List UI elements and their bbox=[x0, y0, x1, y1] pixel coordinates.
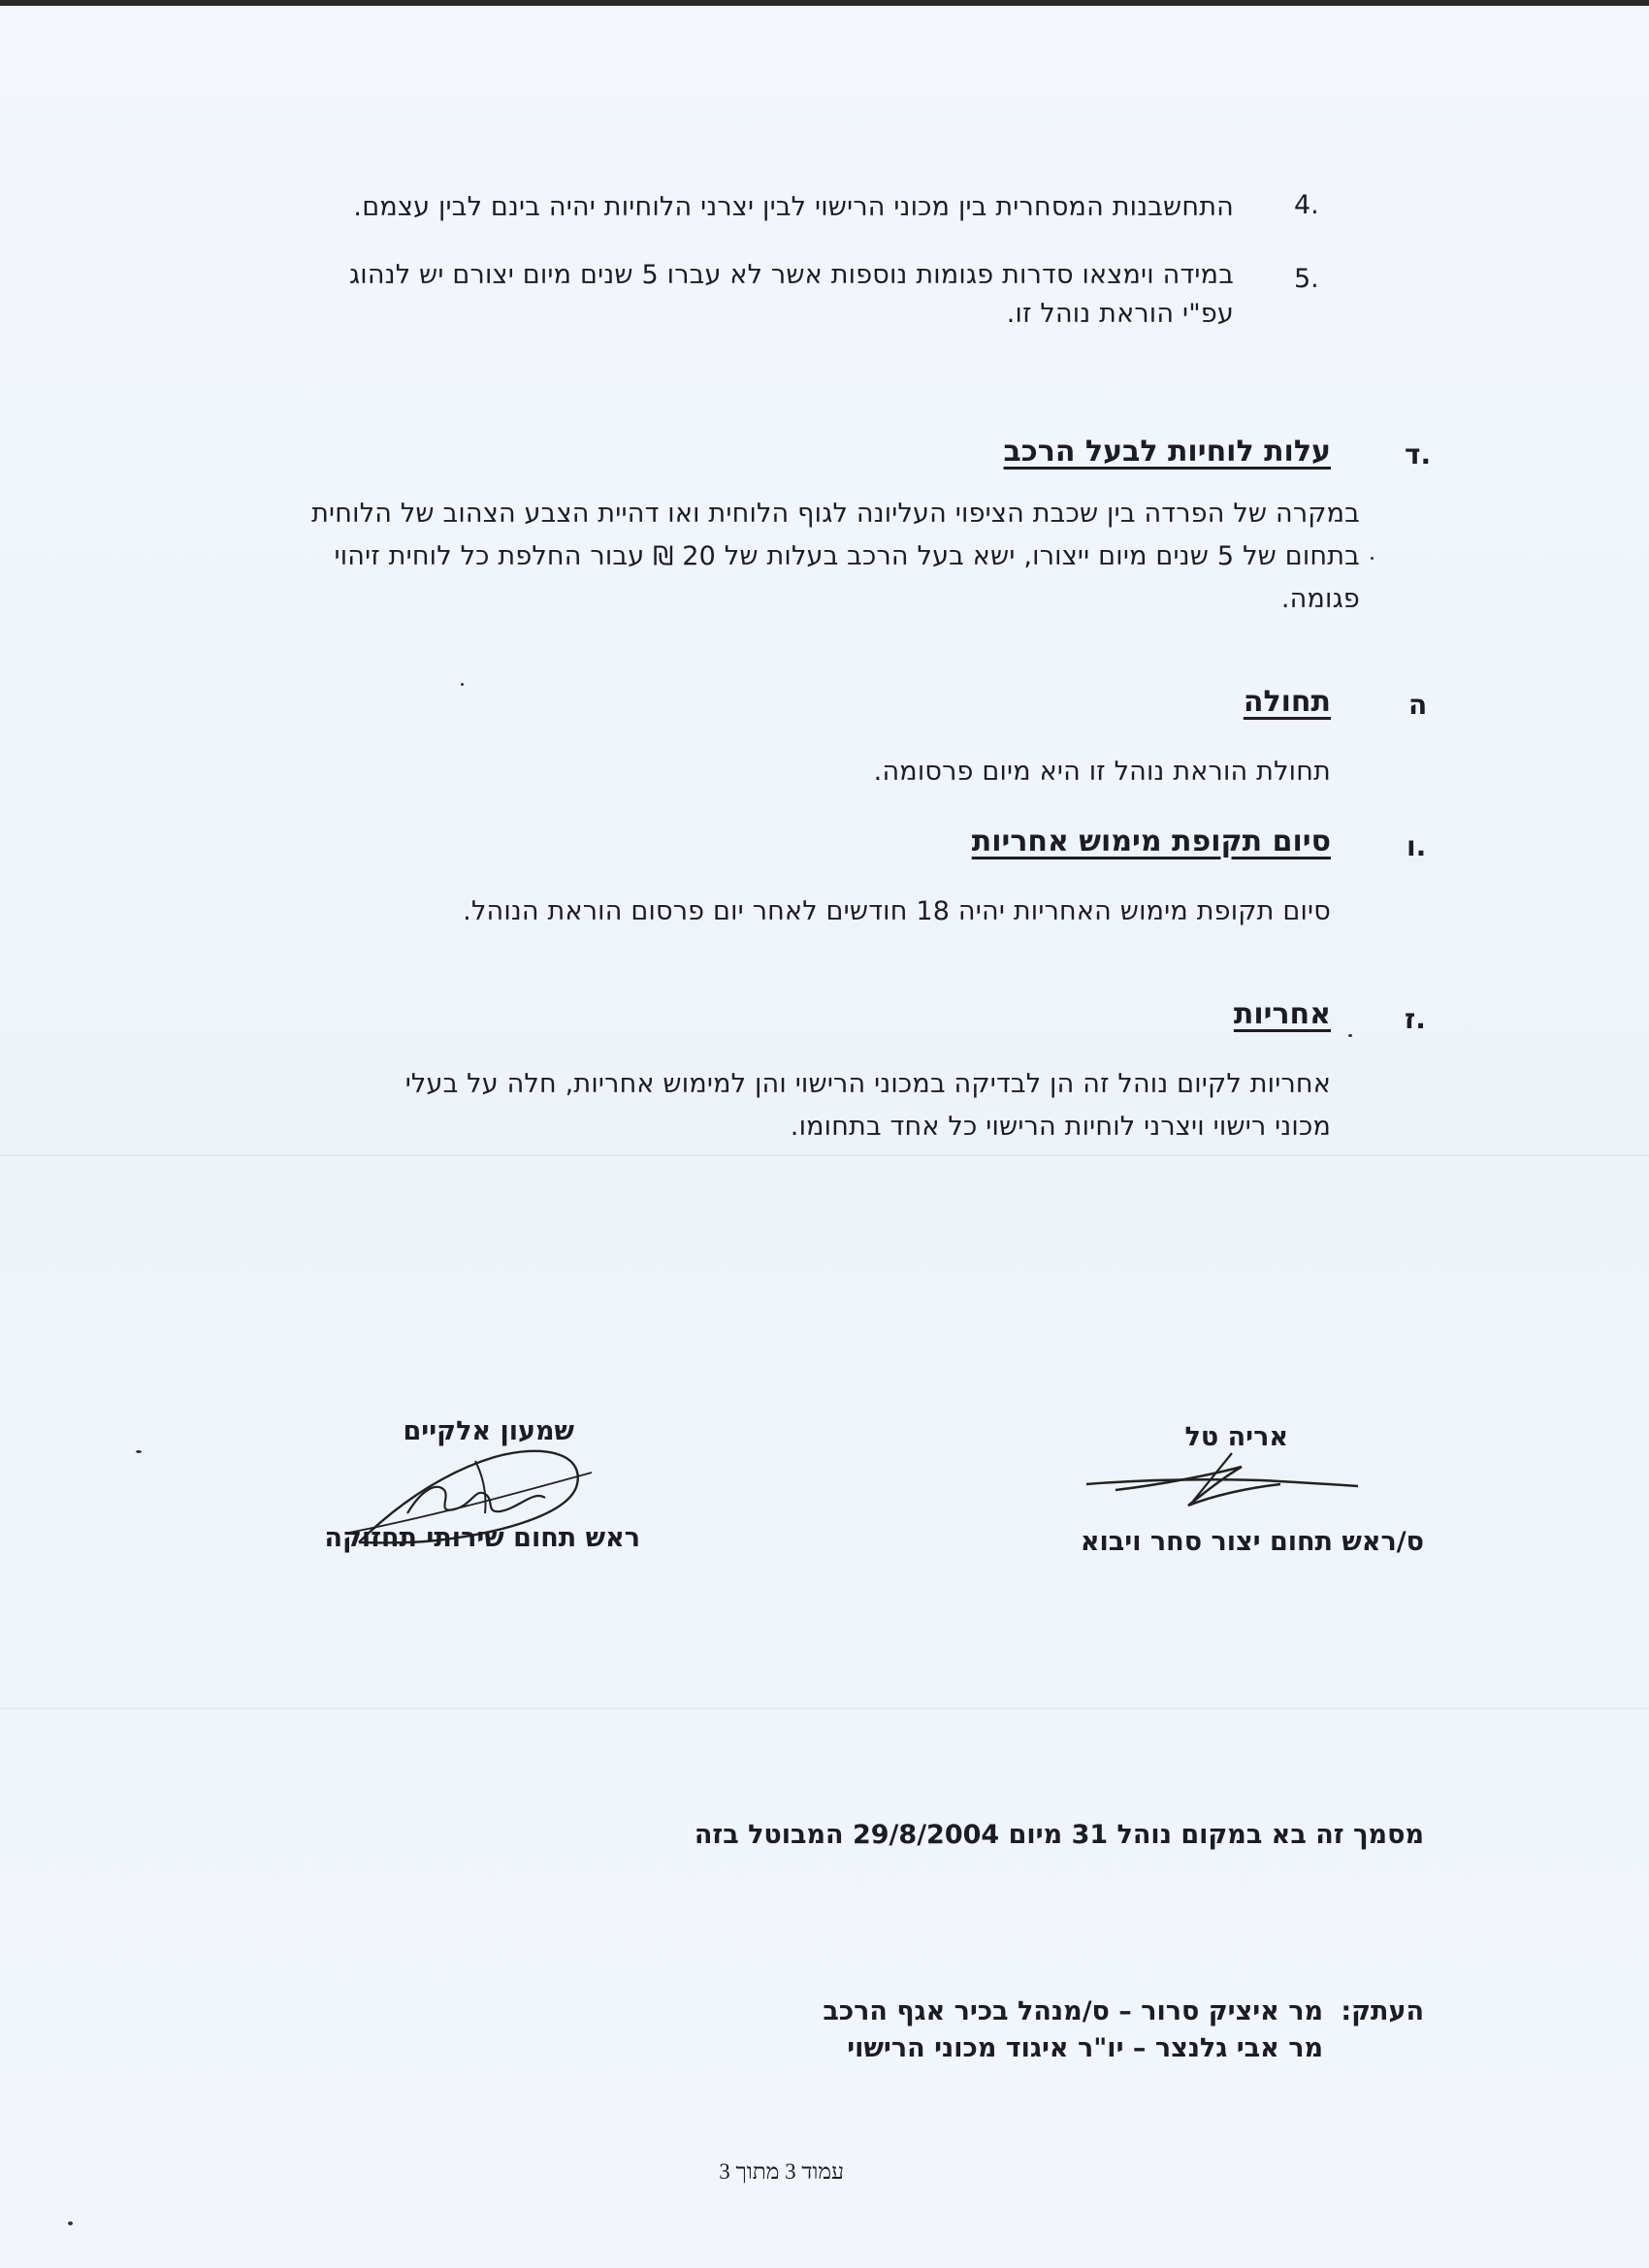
signatory-name-left: שמעון אלקיים bbox=[403, 1416, 574, 1446]
section-marker: ו. bbox=[1406, 830, 1427, 862]
copy-recipient: מר אבי גלנצר – יו"ר איגוד מכוני הרישוי bbox=[847, 2033, 1323, 2063]
handwritten-signature-right bbox=[1077, 1445, 1368, 1513]
scan-speck bbox=[1371, 557, 1374, 560]
section-heading: אחריות bbox=[1233, 997, 1331, 1031]
section-heading: סיום תקופת מימוש אחריות bbox=[971, 825, 1331, 859]
section-marker: ה bbox=[1408, 689, 1428, 721]
copy-recipient: מר איציק סרור – ס/מנהל בכיר אגף הרכב bbox=[823, 1996, 1323, 2026]
signatory-name-right: אריה טל bbox=[1184, 1422, 1288, 1452]
item-text-line: במידה וימצאו סדרות פגומות נוספות אשר לא עברו 5 שנים מיום יצורם יש לנהוג bbox=[348, 260, 1234, 290]
section-text-line: פגומה. bbox=[1280, 584, 1360, 614]
scan-speck bbox=[1348, 1034, 1352, 1037]
signatory-title-right: ס/ראש תחום יצור סחר ויבוא bbox=[1080, 1527, 1424, 1557]
scan-speck bbox=[461, 683, 464, 686]
section-text-line: סיום תקופת מימוש האחריות יהיה 18 חודשים לאחר יום פרסום הוראת הנוהל. bbox=[463, 896, 1331, 926]
page-number: עמוד 3 מתוך 3 bbox=[719, 2159, 844, 2184]
section-heading: תחולה bbox=[1243, 685, 1331, 719]
section-heading: עלות לוחיות לבעל הרכב bbox=[1003, 435, 1331, 469]
copy-label: העתק: bbox=[1341, 1996, 1424, 2026]
item-text-line: עפ"י הוראת נוהל זו. bbox=[1006, 299, 1234, 329]
scan-top-edge bbox=[0, 0, 1649, 6]
section-text-line: מכוני רישוי ויצרני לוחיות הרישוי כל אחד בתחומו. bbox=[790, 1112, 1331, 1142]
section-marker: ז. bbox=[1405, 1003, 1426, 1035]
scan-speck bbox=[68, 2221, 73, 2225]
paper-fold bbox=[0, 1154, 1649, 1156]
paper-fold bbox=[0, 1707, 1649, 1709]
item-number: 4. bbox=[1294, 190, 1319, 220]
scan-speck bbox=[136, 1450, 142, 1453]
section-text-line: תחולת הוראת נוהל זו היא מיום פרסומה. bbox=[873, 757, 1331, 787]
section-text-line: אחריות לקיום נוהל זה הן לבדיקה במכוני הרישוי והן למימוש אחריות, חלה על בעלי bbox=[404, 1069, 1331, 1099]
replacement-note: מסמך זה בא במקום נוהל 31 מיום 29/8/2004 המבוטל בזה bbox=[694, 1820, 1424, 1850]
section-text-line: בתחום של 5 שנים מיום ייצורו, ישא בעל הרכב בעלות של 20 ₪ עבור החלפת כל לוחית זיהוי bbox=[334, 541, 1360, 571]
item-text: התחשבנות המסחרית בין מכוני הרישוי לבין יצרני הלוחיות יהיה בינם לבין עצמם. bbox=[353, 192, 1234, 222]
section-text-line: במקרה של הפרדה בין שכבת הציפוי העליונה לגוף הלוחית ואו דהיית הצבע הצהוב של הלוחית bbox=[311, 499, 1360, 529]
signatory-title-left: ראש תחום שירותי תחזוקה bbox=[324, 1523, 640, 1553]
section-marker: ד. bbox=[1405, 438, 1432, 470]
item-number: 5. bbox=[1294, 264, 1319, 294]
